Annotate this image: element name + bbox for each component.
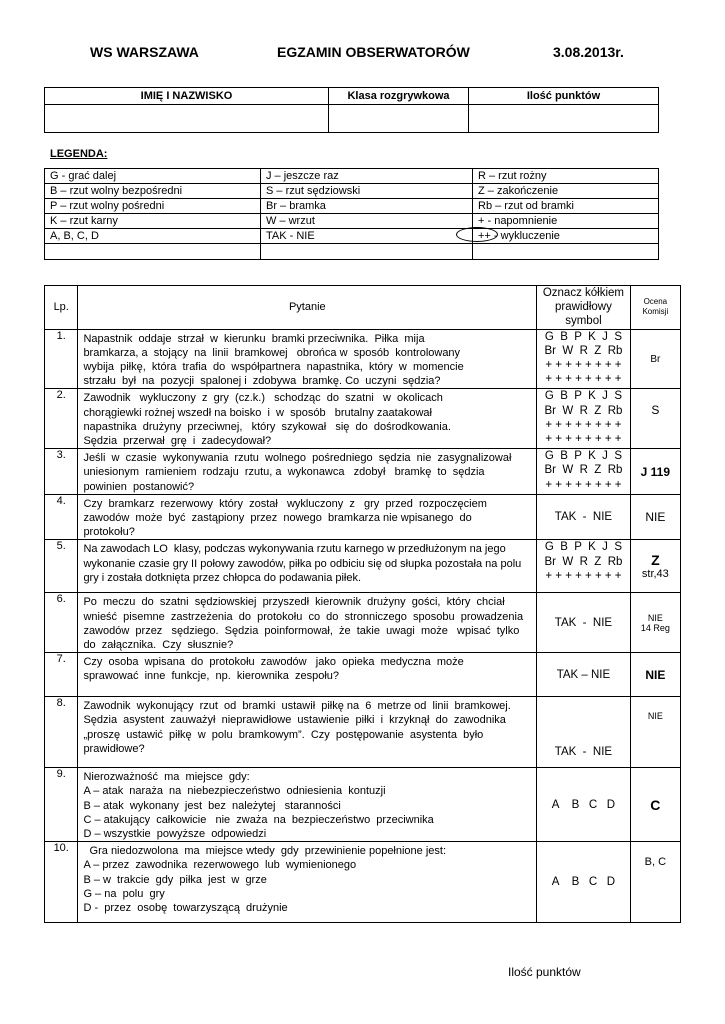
- question-line: zawodów może być zastąpiony przez nowego bramkarza nie wpisanego do: [83, 512, 472, 525]
- question-row: [45, 697, 681, 768]
- commission-grade: [630, 842, 680, 923]
- question-line: do załącznika. Czy słusznie?: [83, 639, 234, 652]
- question-line: A – przez zawodnika rezerwowego lub wymienionego: [83, 859, 357, 872]
- question-line: Sędzia przerwał grę i zadecydował?: [83, 435, 272, 448]
- points-field[interactable]: [469, 105, 659, 133]
- question-line: bramkarza, a stojący na linii bramkowej obrońca w sposób kontrolowany: [83, 346, 461, 359]
- grade-value: B, C: [644, 856, 667, 869]
- question-line: zawodów przez sędziego. Sędzia poinformował, że takie uwagi może wpisać tylko: [83, 624, 520, 637]
- commission-grade: [630, 389, 680, 449]
- grade-value: J 119: [640, 464, 671, 479]
- question-number: 5.: [45, 540, 78, 593]
- question-line: protokołu?: [83, 526, 135, 539]
- question-line: „proszę ustawić piłkę w polu bramkowym”. Czy postępowanie asystenta było: [83, 728, 484, 741]
- answer-option-line[interactable]: A B C D: [551, 798, 616, 811]
- answer-options[interactable]: [537, 653, 631, 697]
- question-row: [45, 593, 681, 653]
- legend-cell: J – jeszcze raz: [261, 169, 473, 184]
- legend-row: [45, 184, 659, 199]
- answer-header: Oznacz kółkiem prawidłowy symbol: [537, 286, 631, 330]
- question-line: wybija piłkę, która trafia do współpartnera napastnika, który w momencie: [83, 361, 464, 374]
- grade-value: Br: [650, 353, 661, 365]
- name-header: IMIĘ I NAZWISKO: [45, 88, 329, 105]
- grade-value: NIE: [647, 612, 663, 623]
- question-line: B – w trakcie gdy piłka jest w grze: [83, 873, 267, 886]
- question-line: gry i została dotknięta przez chłopca do podawania piłek.: [83, 571, 362, 584]
- grade-value: NIE: [647, 711, 663, 722]
- question-line: Gra niedozwolona ma miejsce wtedy gdy przewinienie popełnione jest:: [83, 845, 447, 858]
- question-number: 2.: [45, 389, 78, 449]
- question-header: Pytanie: [78, 286, 537, 330]
- legend-cell: K – rzut karny: [45, 214, 261, 229]
- legend-row: [45, 199, 659, 214]
- question-number: 1.: [45, 329, 78, 389]
- legend-cell: G - grać dalej: [45, 169, 261, 184]
- name-field[interactable]: [45, 105, 329, 133]
- question-text: [78, 494, 537, 540]
- grade-value: S: [651, 403, 660, 418]
- answer-option-line[interactable]: G B P K J S: [544, 541, 622, 554]
- question-line: wnieść pisemne zastrzeżenia do protokołu co do stronniczego sposobu prowadzenia: [83, 610, 524, 623]
- answer-options[interactable]: [537, 494, 631, 540]
- circle-mark: [456, 227, 498, 242]
- question-row: [45, 329, 681, 389]
- question-line: Po meczu do szatni sędziowskiej przyszedł kierownik drużyny gości, który chciał: [83, 596, 505, 609]
- answer-options[interactable]: [537, 389, 631, 449]
- info-table: [44, 87, 659, 133]
- question-line: uniesionym ramieniem rodzaju rzutu, a wykonawca zdobył bramkę to sędzia: [83, 466, 485, 479]
- answer-options[interactable]: [537, 449, 631, 495]
- question-line: Jeśli w czasie wykonywania rzutu wolnego pośredniego sędzia nie zasygnalizował: [83, 452, 512, 465]
- question-line: Zawodnik wykonujący rzut od bramki ustawił piłkę na 6 metrze od linii bramkowej.: [83, 700, 511, 713]
- grade-note: 14 Reg: [640, 622, 670, 633]
- legend-cell: A, B, C, D: [45, 229, 261, 244]
- answer-options[interactable]: [537, 329, 631, 389]
- answer-options[interactable]: [537, 540, 631, 593]
- question-line: D - przez osobę towarzyszącą drużynie: [83, 902, 288, 915]
- answer-options[interactable]: [537, 842, 631, 923]
- grade-header: Ocena Komisji: [630, 286, 680, 330]
- legend-cell: Z – zakończenie: [473, 184, 659, 199]
- answer-option-line[interactable]: Br W R Z Rb: [544, 404, 623, 417]
- question-row: [45, 540, 681, 593]
- question-line: C – atakujący całkowicie nie zważa na bezpieczeństwo przeciwnika: [83, 813, 434, 826]
- answer-options[interactable]: [537, 768, 631, 842]
- question-text: [78, 653, 537, 697]
- answer-options[interactable]: [537, 697, 631, 768]
- question-row: [45, 494, 681, 540]
- answer-option-line[interactable]: TAK - NIE: [554, 511, 613, 524]
- question-text: [78, 540, 537, 593]
- question-line: A – atak naraża na niebezpieczeństwo odniesienia kontuzji: [83, 785, 386, 798]
- answer-option-line[interactable]: A B C D: [551, 876, 616, 889]
- grade-value: C: [650, 796, 661, 813]
- lp-header: Lp.: [45, 286, 78, 330]
- answer-option-line[interactable]: TAK - NIE: [554, 746, 613, 759]
- question-line: D – wszystkie powyższe odpowiedzi: [83, 828, 267, 841]
- legend-cell: Rb – rzut od bramki: [473, 199, 659, 214]
- legend-row-empty: [45, 244, 659, 260]
- footer-points-label: Ilość punktów: [508, 965, 581, 979]
- header-title: EGZAMIN OBSERWATORÓW: [277, 44, 470, 60]
- question-row: [45, 768, 681, 842]
- question-text: [78, 389, 537, 449]
- question-line: Zawodnik wykluczony z gry (cz.k.) schodząc do szatni w okolicach: [83, 392, 443, 405]
- question-row: [45, 389, 681, 449]
- answer-option-line[interactable]: G B P K J S: [544, 330, 622, 343]
- question-number: 4.: [45, 494, 78, 540]
- questions-table: [44, 285, 681, 923]
- question-line: B – atak wykonany jest bez należytej staranności: [83, 799, 341, 812]
- legend-cell: R – rzut rożny: [473, 169, 659, 184]
- commission-grade: [630, 697, 680, 768]
- question-line: sprawować inne funkcje, np. kierownika zespołu?: [83, 670, 340, 683]
- question-number: 9.: [45, 768, 78, 842]
- legend-cell: Br – bramka: [261, 199, 473, 214]
- question-line: prawidłowe?: [83, 742, 145, 755]
- question-text: [78, 329, 537, 389]
- grade-note: str,43: [641, 568, 669, 581]
- answer-options[interactable]: [537, 593, 631, 653]
- commission-grade: [630, 329, 680, 389]
- answer-option-line[interactable]: + + + + + + + +: [545, 359, 622, 372]
- question-line: Sędzia asystent zauważył nieprawidłowe ustawienie piłki i krzyknął do zawodnika: [83, 714, 506, 727]
- question-line: Napastnik oddaje strzał w kierunku bramki przeciwnika. Piłka mija: [83, 332, 425, 345]
- question-number: 3.: [45, 449, 78, 495]
- commission-grade: [630, 653, 680, 697]
- question-number: 10.: [45, 842, 78, 923]
- commission-grade: [630, 768, 680, 842]
- question-line: Czy bramkarz rezerwowy który został wykluczony z gry przed rozpoczęciem: [83, 497, 487, 510]
- legend-cell: TAK - NIE: [261, 229, 473, 244]
- question-row: [45, 842, 681, 923]
- question-number: 8.: [45, 697, 78, 768]
- question-text: [78, 449, 537, 495]
- commission-grade: [630, 494, 680, 540]
- grade-value: NIE: [645, 667, 666, 682]
- question-text: [78, 697, 537, 768]
- header-date: 3.08.2013r.: [553, 44, 624, 60]
- points-header: Ilość punktów: [469, 88, 659, 105]
- commission-grade: [630, 449, 680, 495]
- question-line: chorągiewki rożnej wszedł na boisko i w sposób brutalny zaatakował: [83, 406, 432, 419]
- legend-row: [45, 214, 659, 229]
- answer-option-line[interactable]: + + + + + + + +: [545, 418, 622, 431]
- grade-value: NIE: [645, 510, 666, 525]
- class-field[interactable]: [329, 105, 469, 133]
- question-text: [78, 842, 537, 923]
- commission-grade: [630, 593, 680, 653]
- answer-option-line[interactable]: TAK - NIE: [554, 616, 613, 629]
- answer-option-line[interactable]: TAK – NIE: [556, 668, 611, 681]
- answer-option-line[interactable]: Br W R Z Rb: [544, 555, 623, 568]
- grade-value: Z: [651, 552, 660, 569]
- legend-row: [45, 169, 659, 184]
- question-line: Na zawodach LO klasy, podczas wykonywania rzutu karnego w przedłużonym na jego: [83, 543, 506, 556]
- legend-cell: W – wrzut: [261, 214, 473, 229]
- answer-option-line[interactable]: Br W R Z Rb: [544, 464, 623, 477]
- legend-cell: S – rzut sędziowski: [261, 184, 473, 199]
- commission-grade: [630, 540, 680, 593]
- question-line: G – na polu gry: [83, 887, 165, 900]
- legend-row: [45, 229, 659, 244]
- question-line: strzału był na pozycji spalonej i zdobywa bramkę. Co uczyni sędzia?: [83, 375, 441, 388]
- class-header: Klasa rozgrywkowa: [329, 88, 469, 105]
- question-row: [45, 653, 681, 697]
- question-number: 7.: [45, 653, 78, 697]
- legend-title: LEGENDA:: [50, 148, 108, 160]
- answer-option-line[interactable]: + + + + + + + +: [545, 569, 622, 582]
- answer-option-line[interactable]: + + + + + + + +: [545, 373, 622, 386]
- answer-option-line[interactable]: + + + + + + + +: [545, 433, 622, 446]
- question-line: Czy osoba wpisana do protokołu zawodów jako opieka medyczna może: [83, 656, 464, 669]
- legend-cell: ++ - wykluczenie: [473, 229, 659, 244]
- answer-option-line[interactable]: Br W R Z Rb: [544, 344, 623, 357]
- answer-option-line[interactable]: G B P K J S: [544, 390, 622, 403]
- header-left: WS WARSZAWA: [90, 44, 199, 60]
- legend-cell: + - napomnienie: [473, 214, 659, 229]
- legend-table: [44, 168, 659, 260]
- question-number: 6.: [45, 593, 78, 653]
- question-row: [45, 449, 681, 495]
- question-text: [78, 768, 537, 842]
- legend-cell: B – rzut wolny bezpośredni: [45, 184, 261, 199]
- question-line: powinien postanowić?: [83, 480, 195, 493]
- answer-option-line[interactable]: G B P K J S: [544, 450, 622, 463]
- question-line: napastnika drużyny przeciwnej, który szykował się do dośrodkowania.: [83, 420, 451, 433]
- question-text: [78, 593, 537, 653]
- answer-option-line[interactable]: + + + + + + + +: [545, 478, 622, 491]
- question-line: Nierozważność ma miejsce gdy:: [83, 771, 250, 784]
- legend-cell: P – rzut wolny pośredni: [45, 199, 261, 214]
- question-line: wykonanie czasie gry II połowy zawodów, piłka po odbiciu się od słupka pozostała na polu: [83, 557, 522, 570]
